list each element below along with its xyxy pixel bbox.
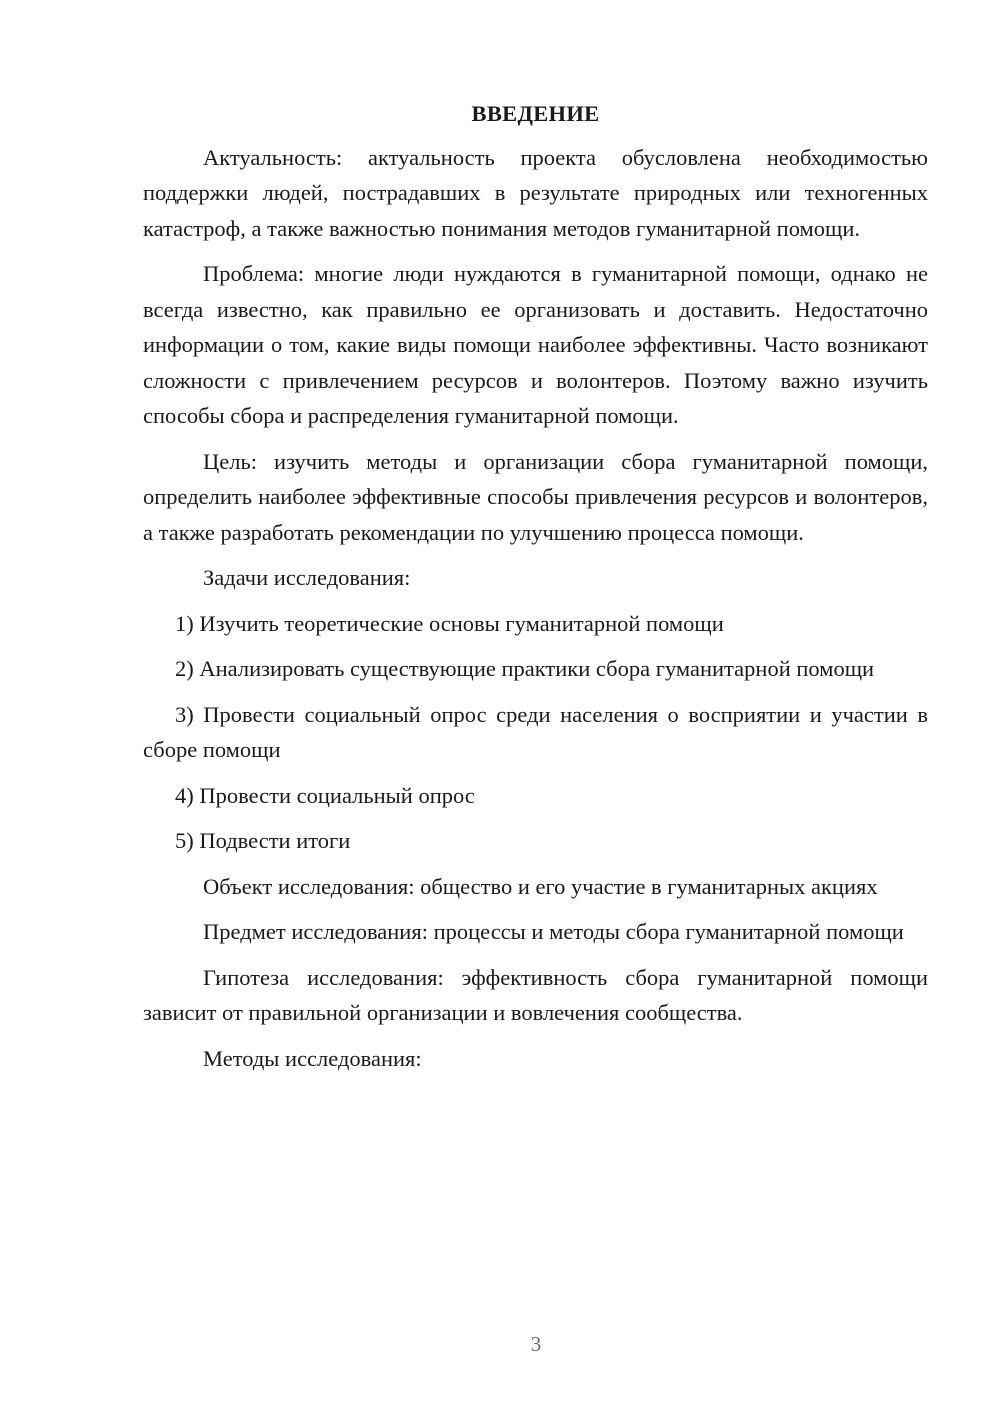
- goal-paragraph: Цель: изучить методы и организации сбора гуманитарной помощи, определить наиболее эффективные способы привлечения ресурсов и волонтеров, а также разработать рекомендации по улучшению процесса помощи.: [143, 448, 928, 545]
- tasks-title: Задачи исследования:: [203, 565, 411, 590]
- task-item-3: 3) Провести социальный опрос среди населения о восприятии и участии в сборе помощи: [143, 701, 928, 762]
- task-item-5: 5) Подвести итоги: [175, 828, 351, 853]
- problem-paragraph: Проблема: многие люди нуждаются в гуманитарной помощи, однако не всегда известно, как правильно ее организовать и доставить. Недостаточно информации о том, какие виды помощи наиболее эффективны. Часто возникают сложности с привлечением ресурсов и волонтеров. Поэтому важно изучить способы сбора и распределения гуманитарной помощи.: [143, 261, 928, 428]
- section-heading: ВВЕДЕНИЕ: [471, 101, 600, 126]
- object-paragraph: Объект исследования: общество и его участие в гуманитарных акциях: [203, 873, 878, 899]
- relevance-paragraph: Актуальность: актуальность проекта обусловлена необходимостью поддержки людей, пострадавших в результате природных или техногенных катастроф, а также важностью понимания методов гуманитарной помощи.: [143, 144, 928, 241]
- page-number: 3: [530, 1332, 542, 1356]
- task-item-1: 1) Изучить теоретические основы гуманитарной помощи: [175, 610, 724, 636]
- task-item-2: 2) Анализировать существующие практики сбора гуманитарной помощи: [175, 656, 875, 681]
- subject-paragraph: Предмет исследования: процессы и методы сбора гуманитарной помощи: [203, 919, 904, 944]
- methods-title: Методы исследования:: [203, 1045, 422, 1071]
- document-body: [143, 96, 928, 1086]
- hypothesis-paragraph: Гипотеза исследования: эффективность сбора гуманитарной помощи зависит от правильной организации и вовлечения сообщества.: [143, 964, 928, 1025]
- task-item-4: 4) Провести социальный опрос: [175, 782, 475, 808]
